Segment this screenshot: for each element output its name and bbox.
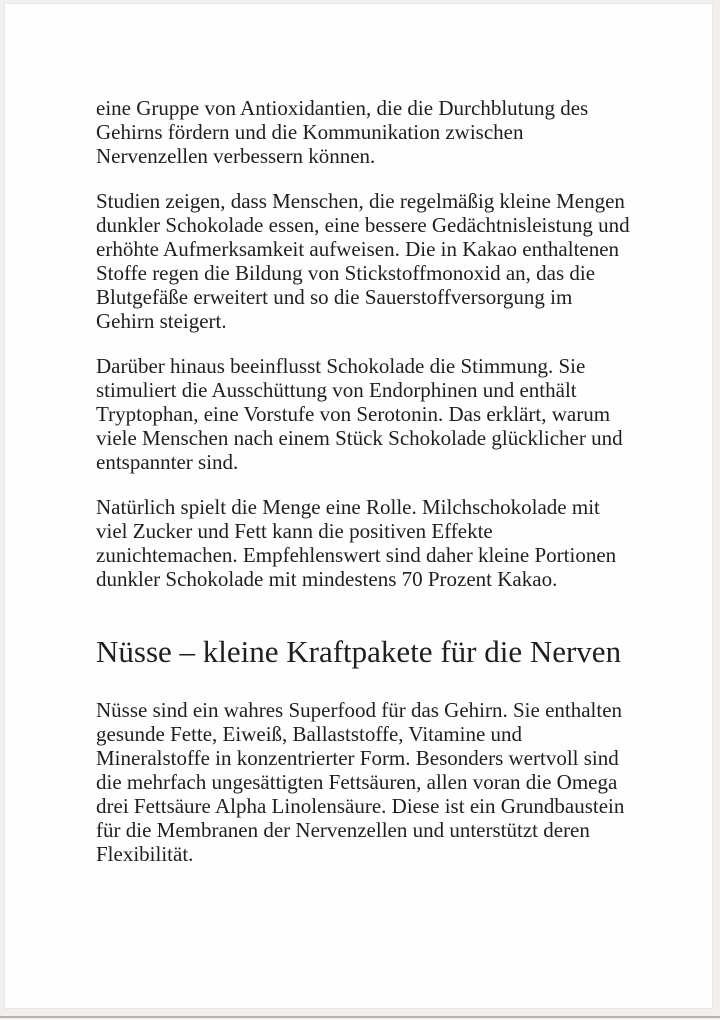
body-paragraph: Studien zeigen, dass Menschen, die regelmäßig kleine Mengen dunkler Schokolade essen, eine bessere Gedächtnisleistung und erhöhte Aufmerksamkeit aufweisen. Die in Kakao enthaltenen Stoffe regen die Bildung von Stickstoffmonoxid an, das die Blutgefäße erweitert und so die Sauerstoffversorgung im Gehirn steigert.	[96, 189, 630, 333]
body-paragraph: Darüber hinaus beeinflusst Schokolade die Stimmung. Sie stimuliert die Ausschüttung von Endorphinen und enthält Tryptophan, eine Vorstufe von Serotonin. Das erklärt, warum viele Menschen nach einem Stück Schokolade glücklicher und entspannter sind.	[96, 354, 623, 474]
page-bottom-edge	[0, 1016, 720, 1018]
section-heading: Nüsse – kleine Kraftpakete für die Nerven	[96, 634, 622, 669]
body-paragraph: eine Gruppe von Antioxidantien, die die Durchblutung des Gehirns fördern und die Kommunikation zwischen Nervenzellen verbessern können.	[96, 96, 589, 168]
body-paragraph: Nüsse sind ein wahres Superfood für das Gehirn. Sie enthalten gesunde Fette, Eiweiß, Ballaststoffe, Vitamine und Mineralstoffe in konzentrierter Form. Besonders wertvoll sind die mehrfach ungesättigten Fettsäuren, allen voran die Omega drei Fettsäure Alpha Linolensäure. Diese ist ein Grundbaustein für die Membranen der Nervenzellen und unterstützt deren Flexibilität.	[96, 698, 625, 866]
body-paragraph: Natürlich spielt die Menge eine Rolle. Milchschokolade mit viel Zucker und Fett kann die positiven Effekte zunichtemachen. Empfehlenswert sind daher kleine Portionen dunkler Schokolade mit mindestens 70 Prozent Kakao.	[96, 495, 617, 591]
document-page	[5, 4, 712, 1008]
document-content	[96, 96, 656, 887]
